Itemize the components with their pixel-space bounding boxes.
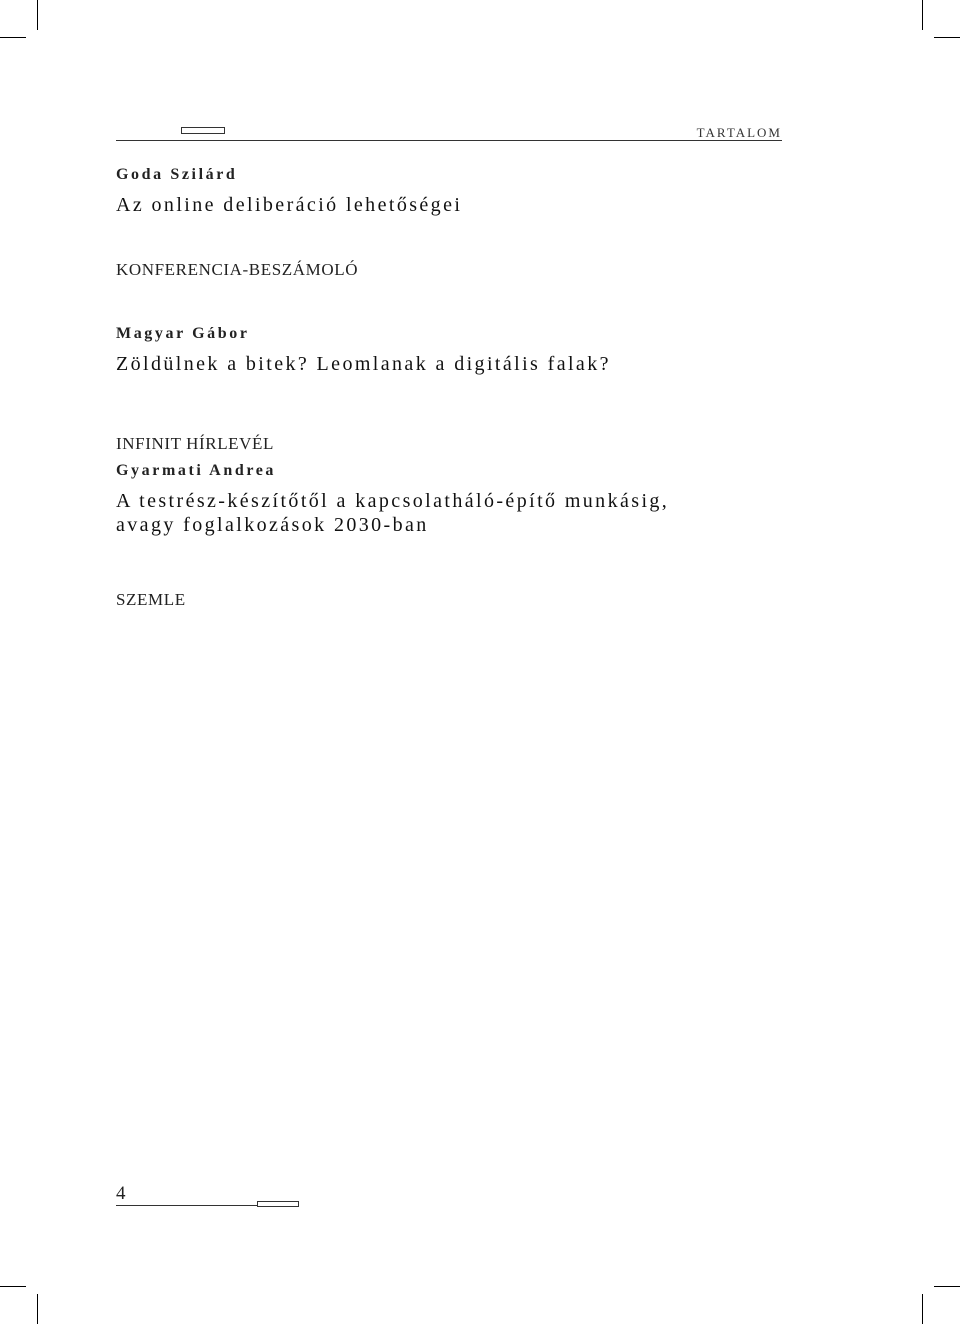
section-heading-konferencia: KONFERENCIA-BESZÁMOLÓ bbox=[116, 260, 359, 279]
entry-3-title-line-1: A testrész-készítőtől a kapcsolatháló-építő munkásig, bbox=[116, 490, 670, 512]
crop-mark-top-right-horizontal bbox=[934, 37, 960, 38]
crop-mark-top-right-vertical bbox=[922, 0, 923, 30]
section-heading-szemle: SZEMLE bbox=[116, 590, 186, 609]
header-tab-ornament bbox=[181, 127, 225, 134]
entry-3-author: Gyarmati Andrea bbox=[116, 462, 277, 479]
entry-3-title-line-2: avagy foglalkozások 2030-ban bbox=[116, 514, 429, 536]
crop-mark-bottom-left-vertical bbox=[37, 1294, 38, 1324]
footer-tab-ornament bbox=[257, 1201, 299, 1207]
running-head: TARTALOM bbox=[696, 125, 782, 140]
crop-mark-bottom-right-horizontal bbox=[934, 1286, 960, 1287]
header-rule bbox=[116, 140, 782, 141]
section-heading-infinit: INFINIT HÍRLEVÉL bbox=[116, 434, 275, 453]
entry-1-author: Goda Szilárd bbox=[116, 166, 238, 183]
entry-1-title: Az online deliberáció lehetőségei bbox=[116, 194, 463, 216]
crop-mark-top-left-horizontal bbox=[0, 37, 26, 38]
crop-mark-top-left-vertical bbox=[37, 0, 38, 30]
crop-mark-bottom-right-vertical bbox=[922, 1294, 923, 1324]
entry-2-author: Magyar Gábor bbox=[116, 325, 250, 342]
page-number: 4 bbox=[116, 1183, 126, 1204]
crop-mark-bottom-left-horizontal bbox=[0, 1286, 26, 1287]
entry-2-title: Zöldülnek a bitek? Leomlanak a digitális falak? bbox=[116, 353, 611, 375]
